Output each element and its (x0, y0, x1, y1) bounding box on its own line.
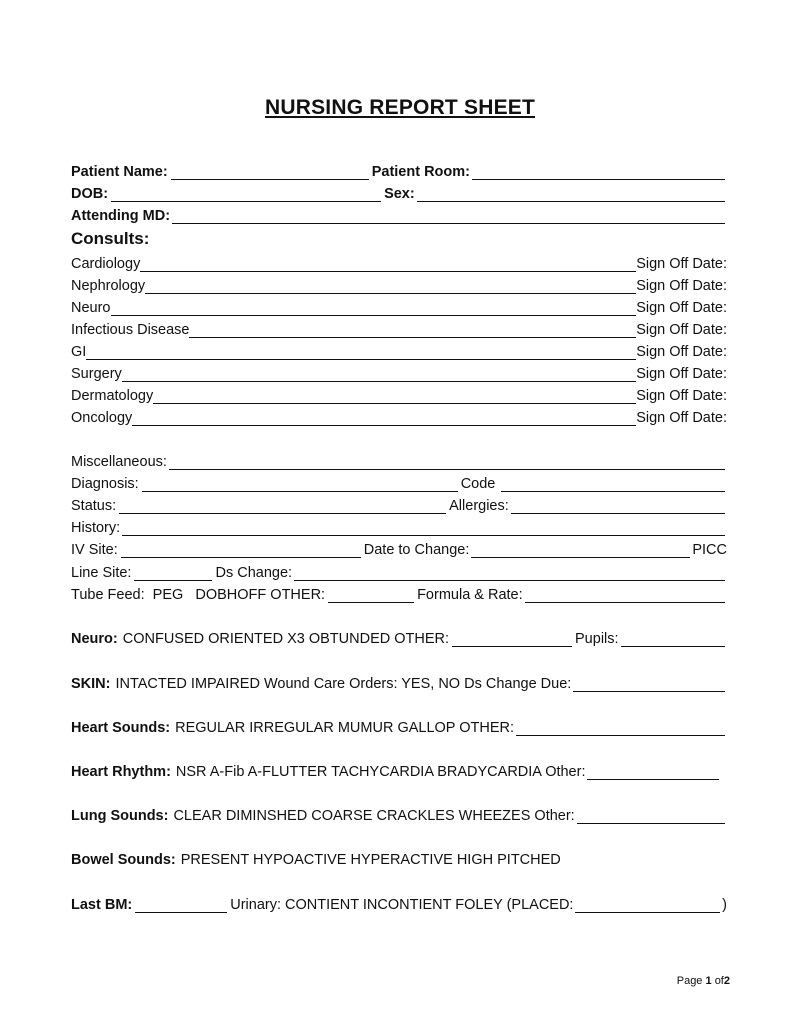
neuro-label: Neuro: (71, 631, 118, 647)
misc-row (71, 450, 727, 470)
current-page: 1 (705, 975, 712, 987)
consult-row (71, 296, 727, 316)
ds-change-label: Ds Change: (215, 565, 293, 581)
consult-name: Dermatology (71, 388, 154, 404)
neuro-other-field[interactable] (452, 632, 572, 647)
close-paren: ) (722, 897, 727, 913)
skin-options: INTACTED IMPAIRED Wound Care Orders: YES, NO Ds Change Due: (115, 676, 572, 692)
consult-field[interactable] (189, 323, 636, 338)
consult-field[interactable] (153, 389, 636, 404)
heart-sounds-other-field[interactable] (516, 721, 725, 736)
last-bm-label: Last BM: (71, 897, 133, 913)
line-site-row (71, 561, 727, 581)
consult-field[interactable] (132, 411, 636, 426)
skin-label: SKIN: (71, 676, 111, 692)
consults-heading: Consults: (71, 229, 150, 248)
lung-sounds-options: CLEAR DIMINSHED COARSE CRACKLES WHEEZES Other: (173, 808, 575, 824)
allergies-label: Allergies: (449, 498, 509, 514)
bowel-sounds-label: Bowel Sounds: (71, 852, 176, 868)
date-to-change-label: Date to Change: (363, 542, 470, 558)
consult-row (71, 362, 727, 382)
consult-field[interactable] (86, 345, 636, 360)
diagnosis-label: Diagnosis: (71, 476, 139, 492)
consult-row (71, 340, 727, 360)
of-word: of (714, 975, 724, 987)
consult-field[interactable] (122, 367, 636, 382)
bowel-sounds-row (71, 848, 727, 868)
total-pages: 2 (723, 975, 730, 987)
sign-off-date-label: Sign Off Date: (636, 278, 727, 294)
code-label: Code (460, 476, 496, 492)
heart-sounds-label: Heart Sounds: (71, 720, 171, 736)
heart-rhythm-label: Heart Rhythm: (71, 764, 171, 780)
skin-row (71, 672, 727, 692)
consult-row (71, 318, 727, 338)
consult-field[interactable] (111, 301, 637, 316)
neuro-row (71, 627, 727, 647)
ds-change-field[interactable] (294, 566, 725, 581)
sign-off-date-label: Sign Off Date: (636, 322, 727, 338)
formula-rate-field[interactable] (525, 588, 725, 603)
attending-md-field[interactable] (172, 209, 725, 224)
tube-feed-label: Tube Feed: PEG DOBHOFF OTHER: (71, 587, 326, 603)
skin-ds-change-field[interactable] (573, 677, 725, 692)
bowel-sounds-options: PRESENT HYPOACTIVE HYPERACTIVE HIGH PITCHED (180, 852, 561, 868)
consult-row (71, 406, 727, 426)
patient-room-label: Patient Room: (371, 164, 470, 180)
consult-name: Neuro (71, 300, 111, 316)
history-field[interactable] (122, 521, 725, 536)
sign-off-date-label: Sign Off Date: (636, 344, 727, 360)
misc-label: Miscellaneous: (71, 454, 167, 470)
heart-rhythm-options: NSR A-Fib A-FLUTTER TACHYCARDIA BRADYCARDIA Other: (175, 764, 586, 780)
diagnosis-row (71, 472, 727, 492)
sign-off-date-label: Sign Off Date: (636, 256, 727, 272)
status-label: Status: (71, 498, 117, 514)
tube-feed-other-field[interactable] (328, 588, 414, 603)
page-word: Page (676, 975, 703, 987)
history-label: History: (71, 520, 121, 536)
status-field[interactable] (119, 499, 446, 514)
consult-row (71, 384, 727, 404)
foley-placed-field[interactable] (575, 898, 720, 913)
consult-name: Nephrology (71, 278, 146, 294)
pupils-field[interactable] (621, 632, 725, 647)
dob-sex-row (71, 182, 727, 202)
picc-label: PICC (692, 542, 727, 558)
iv-site-row (71, 538, 727, 558)
consult-name: Infectious Disease (71, 322, 190, 338)
last-bm-row (71, 893, 727, 913)
iv-site-field[interactable] (121, 543, 361, 558)
attending-md-label: Attending MD: (71, 208, 171, 224)
consult-name: Oncology (71, 410, 133, 426)
patient-room-field[interactable] (472, 165, 725, 180)
sex-field[interactable] (417, 187, 725, 202)
sex-label: Sex: (384, 186, 415, 202)
consult-name: GI (71, 344, 87, 360)
attending-row (71, 204, 727, 224)
sign-off-date-label: Sign Off Date: (636, 410, 727, 426)
consult-field[interactable] (140, 257, 636, 272)
status-row (71, 494, 727, 514)
consult-row (71, 274, 727, 294)
sign-off-date-label: Sign Off Date: (636, 300, 727, 316)
heart-sounds-row (71, 716, 727, 736)
date-to-change-field[interactable] (471, 543, 690, 558)
lung-sounds-other-field[interactable] (577, 809, 725, 824)
history-row (71, 516, 727, 536)
neuro-options: CONFUSED ORIENTED X3 OBTUNDED OTHER: (122, 631, 450, 647)
sign-off-date-label: Sign Off Date: (636, 366, 727, 382)
heart-rhythm-other-field[interactable] (587, 765, 719, 780)
sign-off-date-label: Sign Off Date: (636, 388, 727, 404)
line-site-label: Line Site: (71, 565, 132, 581)
line-site-field[interactable] (134, 566, 212, 581)
tube-feed-row (71, 583, 727, 603)
consult-row (71, 252, 727, 272)
consult-field[interactable] (145, 279, 636, 294)
last-bm-field[interactable] (135, 898, 227, 913)
page-number (677, 975, 730, 987)
pupils-label: Pupils: (575, 631, 619, 647)
patient-name-label: Patient Name: (71, 164, 168, 180)
lung-sounds-row (71, 804, 727, 824)
formula-rate-label: Formula & Rate: (417, 587, 523, 603)
consult-name: Surgery (71, 366, 122, 382)
page-title: NURSING REPORT SHEET (264, 96, 536, 119)
patient-name-field[interactable] (171, 165, 369, 180)
allergies-field[interactable] (511, 499, 725, 514)
dob-field[interactable] (111, 187, 381, 202)
misc-field[interactable] (169, 455, 725, 470)
diagnosis-field[interactable] (142, 477, 458, 492)
lung-sounds-label: Lung Sounds: (71, 808, 169, 824)
urinary-options: Urinary: CONTIENT INCONTIENT FOLEY (PLACED: (230, 897, 574, 913)
patient-name-room-row (71, 160, 727, 180)
heart-rhythm-row (71, 760, 721, 780)
iv-site-label: IV Site: (71, 542, 118, 558)
consult-name: Cardiology (71, 256, 141, 272)
code-field[interactable] (501, 477, 725, 492)
heart-sounds-options: REGULAR IRREGULAR MUMUR GALLOP OTHER: (175, 720, 515, 736)
dob-label: DOB: (71, 186, 109, 202)
